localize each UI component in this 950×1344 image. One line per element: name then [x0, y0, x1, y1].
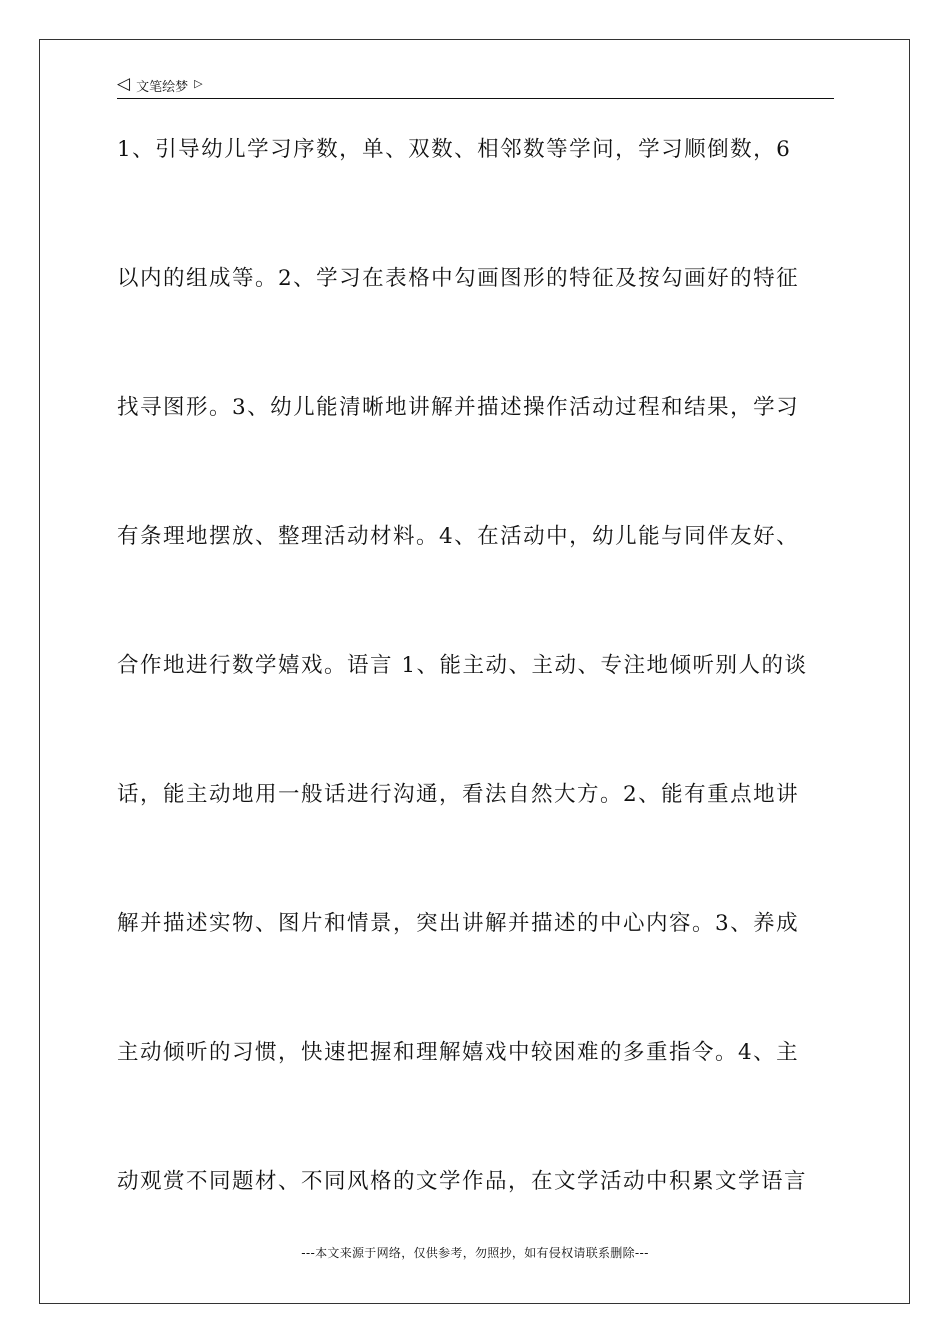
text-line: 1、引导幼儿学习序数，单、双数、相邻数等学问，学习顺倒数，6 — [117, 137, 792, 162]
text-line: 话，能主动地用一般话进行沟通，看法自然大方。2、能有重点地讲 — [117, 782, 800, 807]
brand-name: 文笔绘梦 — [136, 79, 189, 95]
triangle-right-icon: ▷ — [194, 76, 203, 90]
footer-disclaimer: ---本文来源于网络，仅供参考，勿照抄，如有侵权请联系删除--- — [301, 1246, 649, 1260]
text-line: 有条理地摆放、整理活动材料。4、在活动中，幼儿能与同伴友好、 — [117, 524, 800, 549]
text-line: 以内的组成等。2、学习在表格中勾画图形的特征及按勾画好的特征 — [117, 266, 800, 291]
triangle-left-icon: ◁ — [117, 73, 131, 94]
text-line: 动观赏不同题材、不同风格的文学作品，在文学活动中积累文学语言 — [117, 1169, 808, 1194]
document-body — [117, 120, 837, 1281]
page-header — [117, 72, 834, 99]
text-line: 合作地进行数学嬉戏。语言 1、能主动、主动、专注地倾听别人的谈 — [117, 653, 808, 678]
text-line: 解并描述实物、图片和情景，突出讲解并描述的中心内容。3、养成 — [117, 911, 800, 936]
text-line: 找寻图形。3、幼儿能清晰地讲解并描述操作活动过程和结果，学习 — [117, 395, 800, 420]
text-line: 主动倾听的习惯，快速把握和理解嬉戏中较困难的多重指令。4、主 — [117, 1040, 800, 1065]
